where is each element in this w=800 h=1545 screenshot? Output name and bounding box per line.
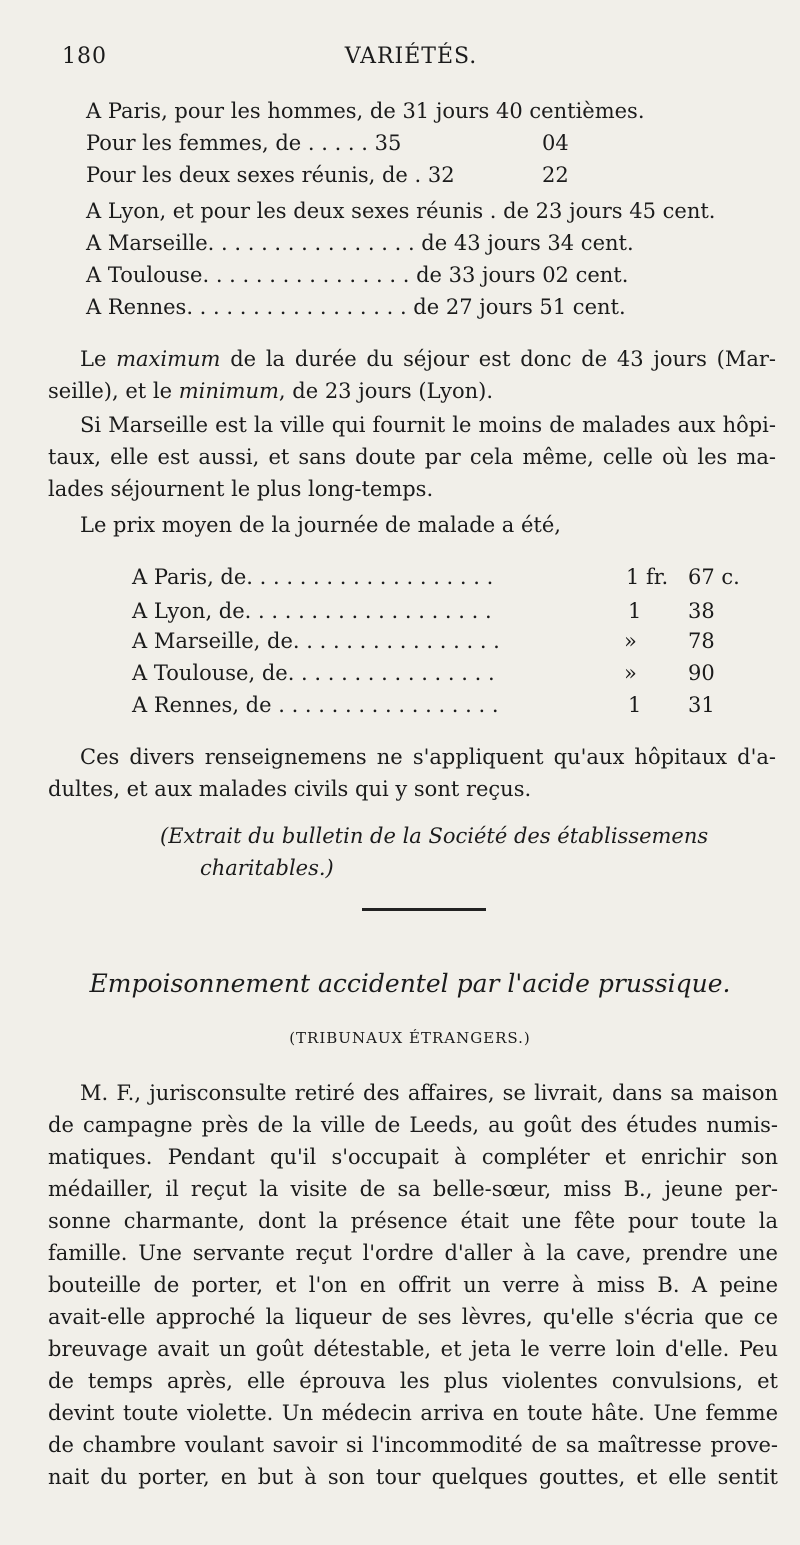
source-citation-line: (Extrait du bulletin de la Société des établissemens <box>160 824 709 848</box>
body-line: sonne charmante, dont la présence était une fête pour toute la <box>48 1209 778 1233</box>
body-line: matiques. Pendant qu'il s'occupait à compléter et enrichir son <box>48 1145 778 1169</box>
section-subtitle: (TRIBUNAUX ÉTRANGERS.) <box>289 1029 531 1047</box>
prix-row <box>0 688 800 722</box>
prix-francs: » <box>624 629 637 653</box>
prix-cents: 38 <box>688 599 715 623</box>
body-line: breuvage avait un goût détestable, et jeta le verre loin d'elle. Peu <box>48 1337 778 1361</box>
prix-cents: 31 <box>688 693 715 717</box>
prix-intro: Le prix moyen de la journée de malade a été, <box>80 513 561 537</box>
sejour-label: Pour les femmes, de . . . . . 35 <box>86 131 402 155</box>
italic-term: maximum <box>116 347 221 371</box>
sejour-row <box>0 126 800 160</box>
sejour-label: A Marseille. . . . . . . . . . . . . . . . de 43 jours 34 cent. <box>86 231 634 255</box>
prix-city: A Marseille, de. . . . . . . . . . . . . . . . <box>132 629 500 653</box>
section-title: Empoisonnement accidentel par l'acide prussique. <box>89 969 731 998</box>
prix-cents: 90 <box>688 661 715 685</box>
body-line: famille. Une servante reçut l'ordre d'aller à la cave, prendre une <box>48 1241 778 1265</box>
sejour-row <box>0 158 800 192</box>
text-run: Le <box>80 347 117 371</box>
paragraph-line: taux, elle est aussi, et sans doute par cela même, celle où les ma- <box>48 445 776 469</box>
prix-francs: 1 <box>628 599 642 623</box>
sejour-label: A Toulouse. . . . . . . . . . . . . . . . de 33 jours 02 cent. <box>86 263 629 287</box>
prix-row <box>0 560 800 594</box>
paragraph-line: lades séjournent le plus long-temps. <box>48 477 434 501</box>
body-line: nait du porter, en but à son tour quelques gouttes, et elle sentit <box>48 1465 778 1489</box>
body-line: de temps après, elle éprouva les plus violentes convulsions, et <box>48 1369 778 1393</box>
body-line: avait-elle approché la liqueur de ses lèvres, qu'elle s'écria que ce <box>48 1305 778 1329</box>
sejour-row <box>0 258 800 292</box>
paragraph-line: Ces divers renseignemens ne s'appliquent qu'aux hôpitaux d'a- <box>80 745 776 769</box>
paragraph-line: dultes, et aux malades civils qui y sont reçus. <box>48 777 532 801</box>
page-number: 180 <box>62 44 107 69</box>
text-run: de la durée du séjour est donc de 43 jours (Mar- <box>220 347 776 371</box>
prix-city: A Lyon, de. . . . . . . . . . . . . . . . . . . <box>132 599 492 623</box>
sejour-row <box>0 94 800 128</box>
prix-city: A Toulouse, de. . . . . . . . . . . . . . . . <box>132 661 495 685</box>
prix-city: A Paris, de. . . . . . . . . . . . . . . . . . . <box>132 565 494 589</box>
prix-francs: 1 <box>628 693 642 717</box>
prix-row <box>0 656 800 690</box>
sejour-label: A Paris, pour les hommes, de 31 jours 40 centièmes. <box>86 99 645 123</box>
sejour-value: 22 <box>542 163 569 187</box>
section-divider <box>362 908 486 911</box>
sejour-label: Pour les deux sexes réunis, de . 32 <box>86 163 455 187</box>
italic-term: minimum <box>178 379 279 403</box>
sejour-label: A Lyon, et pour les deux sexes réunis . de 23 jours 45 cent. <box>86 199 716 223</box>
prix-cents: 67 c. <box>688 565 740 589</box>
body-line: de campagne près de la ville de Leeds, au goût des études numis- <box>48 1113 778 1137</box>
paragraph-line <box>48 376 744 406</box>
text-run: , de 23 jours (Lyon). <box>278 379 494 403</box>
body-line: bouteille de porter, et l'on en offrit un verre à miss B. A peine <box>48 1273 778 1297</box>
body-line: M. F., jurisconsulte retiré des affaires, se livrait, dans sa maison <box>80 1081 778 1105</box>
sejour-row <box>0 226 800 260</box>
sejour-row <box>0 290 800 324</box>
paragraph-line: Si Marseille est la ville qui fournit le moins de malades aux hôpi- <box>80 413 776 437</box>
body-line: médailler, il reçut la visite de sa belle-sœur, miss B., jeune per- <box>48 1177 778 1201</box>
sejour-label: A Rennes. . . . . . . . . . . . . . . . . de 27 jours 51 cent. <box>86 295 626 319</box>
sejour-row <box>0 194 800 228</box>
body-line: de chambre voulant savoir si l'incommodité de sa maîtresse prove- <box>48 1433 778 1457</box>
sejour-value: 04 <box>542 131 569 155</box>
prix-francs: » <box>624 661 637 685</box>
prix-city: A Rennes, de . . . . . . . . . . . . . . . . . <box>132 693 499 717</box>
prix-francs: 1 fr. <box>626 565 669 589</box>
body-line: devint toute violette. Un médecin arriva en toute hâte. Une femme <box>48 1401 778 1425</box>
source-citation-line: charitables.) <box>200 856 334 880</box>
prix-row <box>0 594 800 628</box>
prix-row <box>0 624 800 658</box>
running-title: VARIÉTÉS. <box>344 44 478 69</box>
text-run: seille), et le <box>48 379 179 403</box>
prix-cents: 78 <box>688 629 715 653</box>
paragraph-line <box>80 344 776 374</box>
